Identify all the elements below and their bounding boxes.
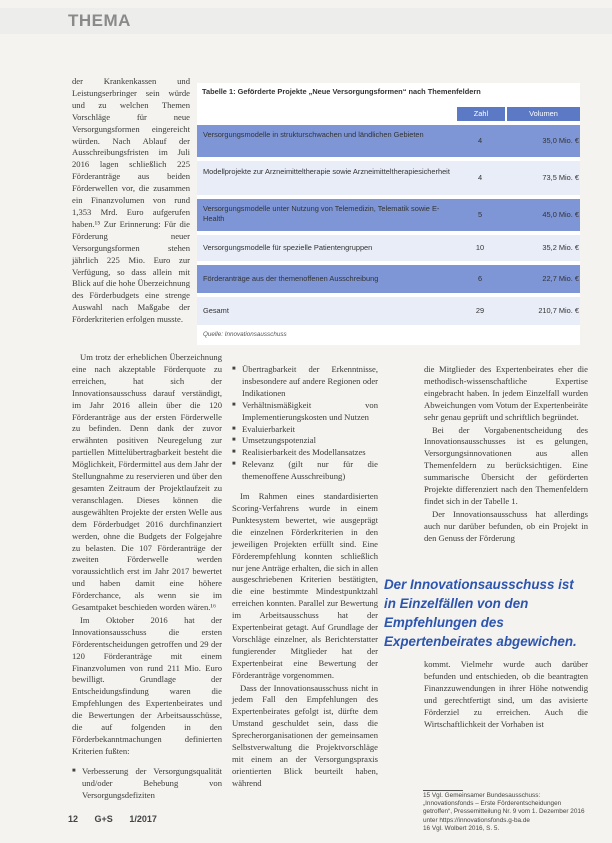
row-zahl: 4: [477, 136, 483, 145]
row-label: Versorgungsmodelle unter Nutzung von Telemedizin, Telematik sowie E-Health: [203, 204, 440, 223]
footnote-divider: [423, 790, 463, 791]
row-zahl: 4: [477, 173, 483, 182]
table-title: Tabelle 1: Geförderte Projekte „Neue Versorgungsformen“ nach Themenfeldern: [202, 87, 481, 96]
row-volumen: 22,7 Mio. €: [542, 274, 579, 283]
row-zahl: 10: [475, 243, 485, 252]
row-volumen: 210,7 Mio. €: [538, 306, 579, 315]
text-column-3: [424, 364, 588, 546]
paragraph: Im Oktober 2016 hat der Innovationsausschuss die ersten Förderentscheidungen getroffen und 29 der 120 Förderanträge mit einem Finanzvolumen von rund 211 Mio. Euro bewilligt. Grundlage der Entscheidungsfindung waren die Empfehlungen des Expertenbeirates und die Bewertungen der Arbeitsausschüsse, die auf folgenden in den Förderbekanntmachungen definierten Kriterien fußten:: [72, 614, 222, 756]
table-row: [197, 161, 580, 195]
page-number: 12: [68, 814, 79, 824]
paragraph: die Mitglieder des Expertenbeirates eher die methodisch-wissenschaftliche Expertise eingebracht haben. In jedem Einzelfall wurden Abweichungen vom Votum der Expertenbeiräte sehr genau geprüft und schriftlich begründet.: [424, 364, 588, 422]
text-column-1: [72, 352, 222, 802]
intro-paragraph: der Krankenkassen und Leistungserbringer sein würde und zu welchen Themen Vorschläge für neue Versorgungsformen eingereicht würden. Nach Ablauf der Ausschreibungsfristen im Juli 2016 lagen schließlich 225 Förderanträge aus beiden Förderwellen vor, die zusammen ein Finanzvolumen von rund 1,353 Mrd. Euro aufgerufen haben.¹⁵ Zur Erinnerung: Für die Förderung neuer Versorgungsformen stehen jährlich 225 Mio. Euro zur Verfügung, so dass allein mit Blick auf die hohe Überzeichnung des Förderbudgets eine strenge Auswahl nach Maßgabe der Förderkriterien erfolgen musste.: [72, 76, 190, 325]
row-label: Förderanträge aus der themenoffenen Ausschreibung: [203, 274, 379, 283]
list-item: ■ Realisierbarkeit des Modellansatzes: [232, 447, 378, 459]
section-title: THEMA: [68, 11, 131, 30]
list-item: ■ Verbesserung der Versorgungsqualität und/oder Behebung von Versorgungsdefiziten: [72, 766, 222, 802]
paragraph: Im Rahmen eines standardisierten Scoring-Verfahrens wurde in einem Punktesystem bewertet, wie ausgeprägt die einzelnen Förderkriterien in den jeweiligen Projekten erfüllt sind. Eine Förderempfehlung konnten schließlich nur jene Anträge erhalten, die sich in allen ausgeschriebenen Kriterien bestätigten, die eine bestimmte Mindestpunktzahl erreichen konnten. Parallel zur Bewertung im Arbeitsausschuss hat der Expertenbeirat getagt. Auf Grundlage der Vorschläge einzelner, als Berichterstatter fungierender Mitglieder hat der Expertenbeirat eine Bewertung der Förderanträge vorgenommen.: [232, 491, 378, 680]
page-footer: [68, 814, 171, 824]
paragraph: Dass der Innovationsausschuss nicht in jedem Fall den Empfehlungen des Expertenbeirates gefolgt ist, dürfte dem Umstand geschuldet sein, dass die Sprecherorganisationen der gemeinsamen Selbstverwaltung die Projektvorschläge mit einem an der Versorgungspraxis orientierten Blick beurteilt haben, während: [232, 682, 378, 788]
row-zahl: 6: [477, 274, 483, 283]
list-item: ■ Verhältnismäßigkeit von Implementierungskosten und Nutzen: [232, 400, 378, 424]
paragraph: kommt. Vielmehr wurde auch darüber befunden und entschieden, ob die beantragten Finanzzuwendungen in ihrer Höhe notwendig und gerechtfertigt sind, um das avisierte Förderziel zu erreichen. Auch die Wirtschaftlichkeit der Vorhaben ist: [424, 659, 588, 729]
pull-quote: Der Innovationsausschuss ist in Einzelfällen von den Empfehlungen des Expertenbeirates abgewichen.: [384, 577, 577, 649]
column-header-volumen: Volumen: [507, 107, 580, 121]
row-zahl: 5: [477, 210, 483, 219]
list-item: ■ Evaluierbarkeit: [232, 424, 378, 436]
criteria-list: [72, 766, 222, 802]
text-column-3-continued: [424, 659, 588, 731]
list-item: ■ Umsetzungspotenzial: [232, 435, 378, 447]
intro-text-column: [72, 76, 190, 326]
column-header-zahl: Zahl: [457, 107, 505, 121]
footnote: 15 Vgl. Gemeinsamer Bundesausschuss: „Innovationsfonds – Erste Förderentscheidungen getroffen“, Pressemitteilung Nr. 9 vom 1. Dezember 2016 unter https://innovationsfonds.g-ba.de: [423, 792, 585, 824]
footnotes: [423, 792, 588, 833]
row-label: Versorgungsmodelle für spezielle Patientengruppen: [203, 243, 373, 252]
row-volumen: 45,0 Mio. €: [542, 210, 579, 219]
page-header: [0, 0, 612, 44]
table-source: Quelle: Innovationsausschuss: [203, 331, 287, 338]
row-volumen: 35,2 Mio. €: [542, 243, 579, 252]
row-label: Gesamt: [203, 306, 229, 315]
table-row-total: [197, 297, 580, 325]
row-label: Modellprojekte zur Arzneimitteltherapie sowie Arzneimitteltherapiesicherheit: [203, 167, 450, 176]
table-row: [197, 235, 580, 261]
row-volumen: 73,5 Mio. €: [542, 173, 579, 182]
issue-number: 1/2017: [129, 814, 157, 824]
table-header-row: [197, 107, 580, 121]
paragraph: Der Innovationsausschuss hat allerdings auch nur darüber befunden, ob ein Projekt in den Genuss der Förderung: [424, 508, 588, 543]
list-item: ■ Übertragbarkeit der Erkenntnisse, insbesondere auf andere Regionen oder Indikationen: [232, 364, 378, 400]
paragraph: Bei der Vorgabenentscheidung des Innovationsausschusses ist es gelungen, Versorgungsinnovationen aus allen Themenfeldern zu berücksichtigen. Eine summarische Übersicht der geförderten Projekte differenziert nach den Themenfeldern findet sich in der Tabelle 1.: [424, 424, 588, 506]
table-row: [197, 125, 580, 157]
footnote: 16 Vgl. Wolbert 2016, S. 5.: [423, 824, 500, 832]
criteria-list-continued: [232, 364, 378, 483]
row-label: Versorgungsmodelle in strukturschwachen und ländlichen Gebieten: [203, 130, 424, 139]
magazine-brand: G+S: [94, 814, 113, 824]
text-column-2: [232, 364, 378, 791]
row-volumen: 35,0 Mio. €: [542, 136, 579, 145]
table-row: [197, 199, 580, 231]
table-row: [197, 265, 580, 293]
table-funded-projects: [197, 83, 580, 345]
row-zahl: 29: [475, 306, 485, 315]
list-item: ■ Relevanz (gilt nur für die themenoffene Ausschreibung): [232, 459, 378, 483]
paragraph: Um trotz der erheblichen Überzeichnung eine nach akzeptable Förderquote zu erreichen, hat sich der Innovationsausschuss darauf verständigt, im Jahr 2016 allein über die 120 Förderanträge aus der ersten Förderwelle zu befinden. Denn dank der zuvor erwähnten positiven Neuregelung zur partiellen Mittelübertragbarkeit besteht die Möglichkeit, Fördermittel aus dem Jahr der Stellungnahme zu reservieren und über den gesamten Zeitraum der Projektlaufzeit zu veranschlagen. Dieses können die ausgewählten Projekte der ersten Welle aus dem Förderbudget 2016 durchfinanziert werden, ohne die Budgets der Folgejahre zu belasten. Die 107 Förderanträge der zweiten Förderwelle werden voraussichtlich erst im Jahr 2017 bewertet und haben damit eine höhere Förderchance, als wenn sie im Gesamtpaket beschieden worden wären.¹⁶: [72, 352, 222, 613]
